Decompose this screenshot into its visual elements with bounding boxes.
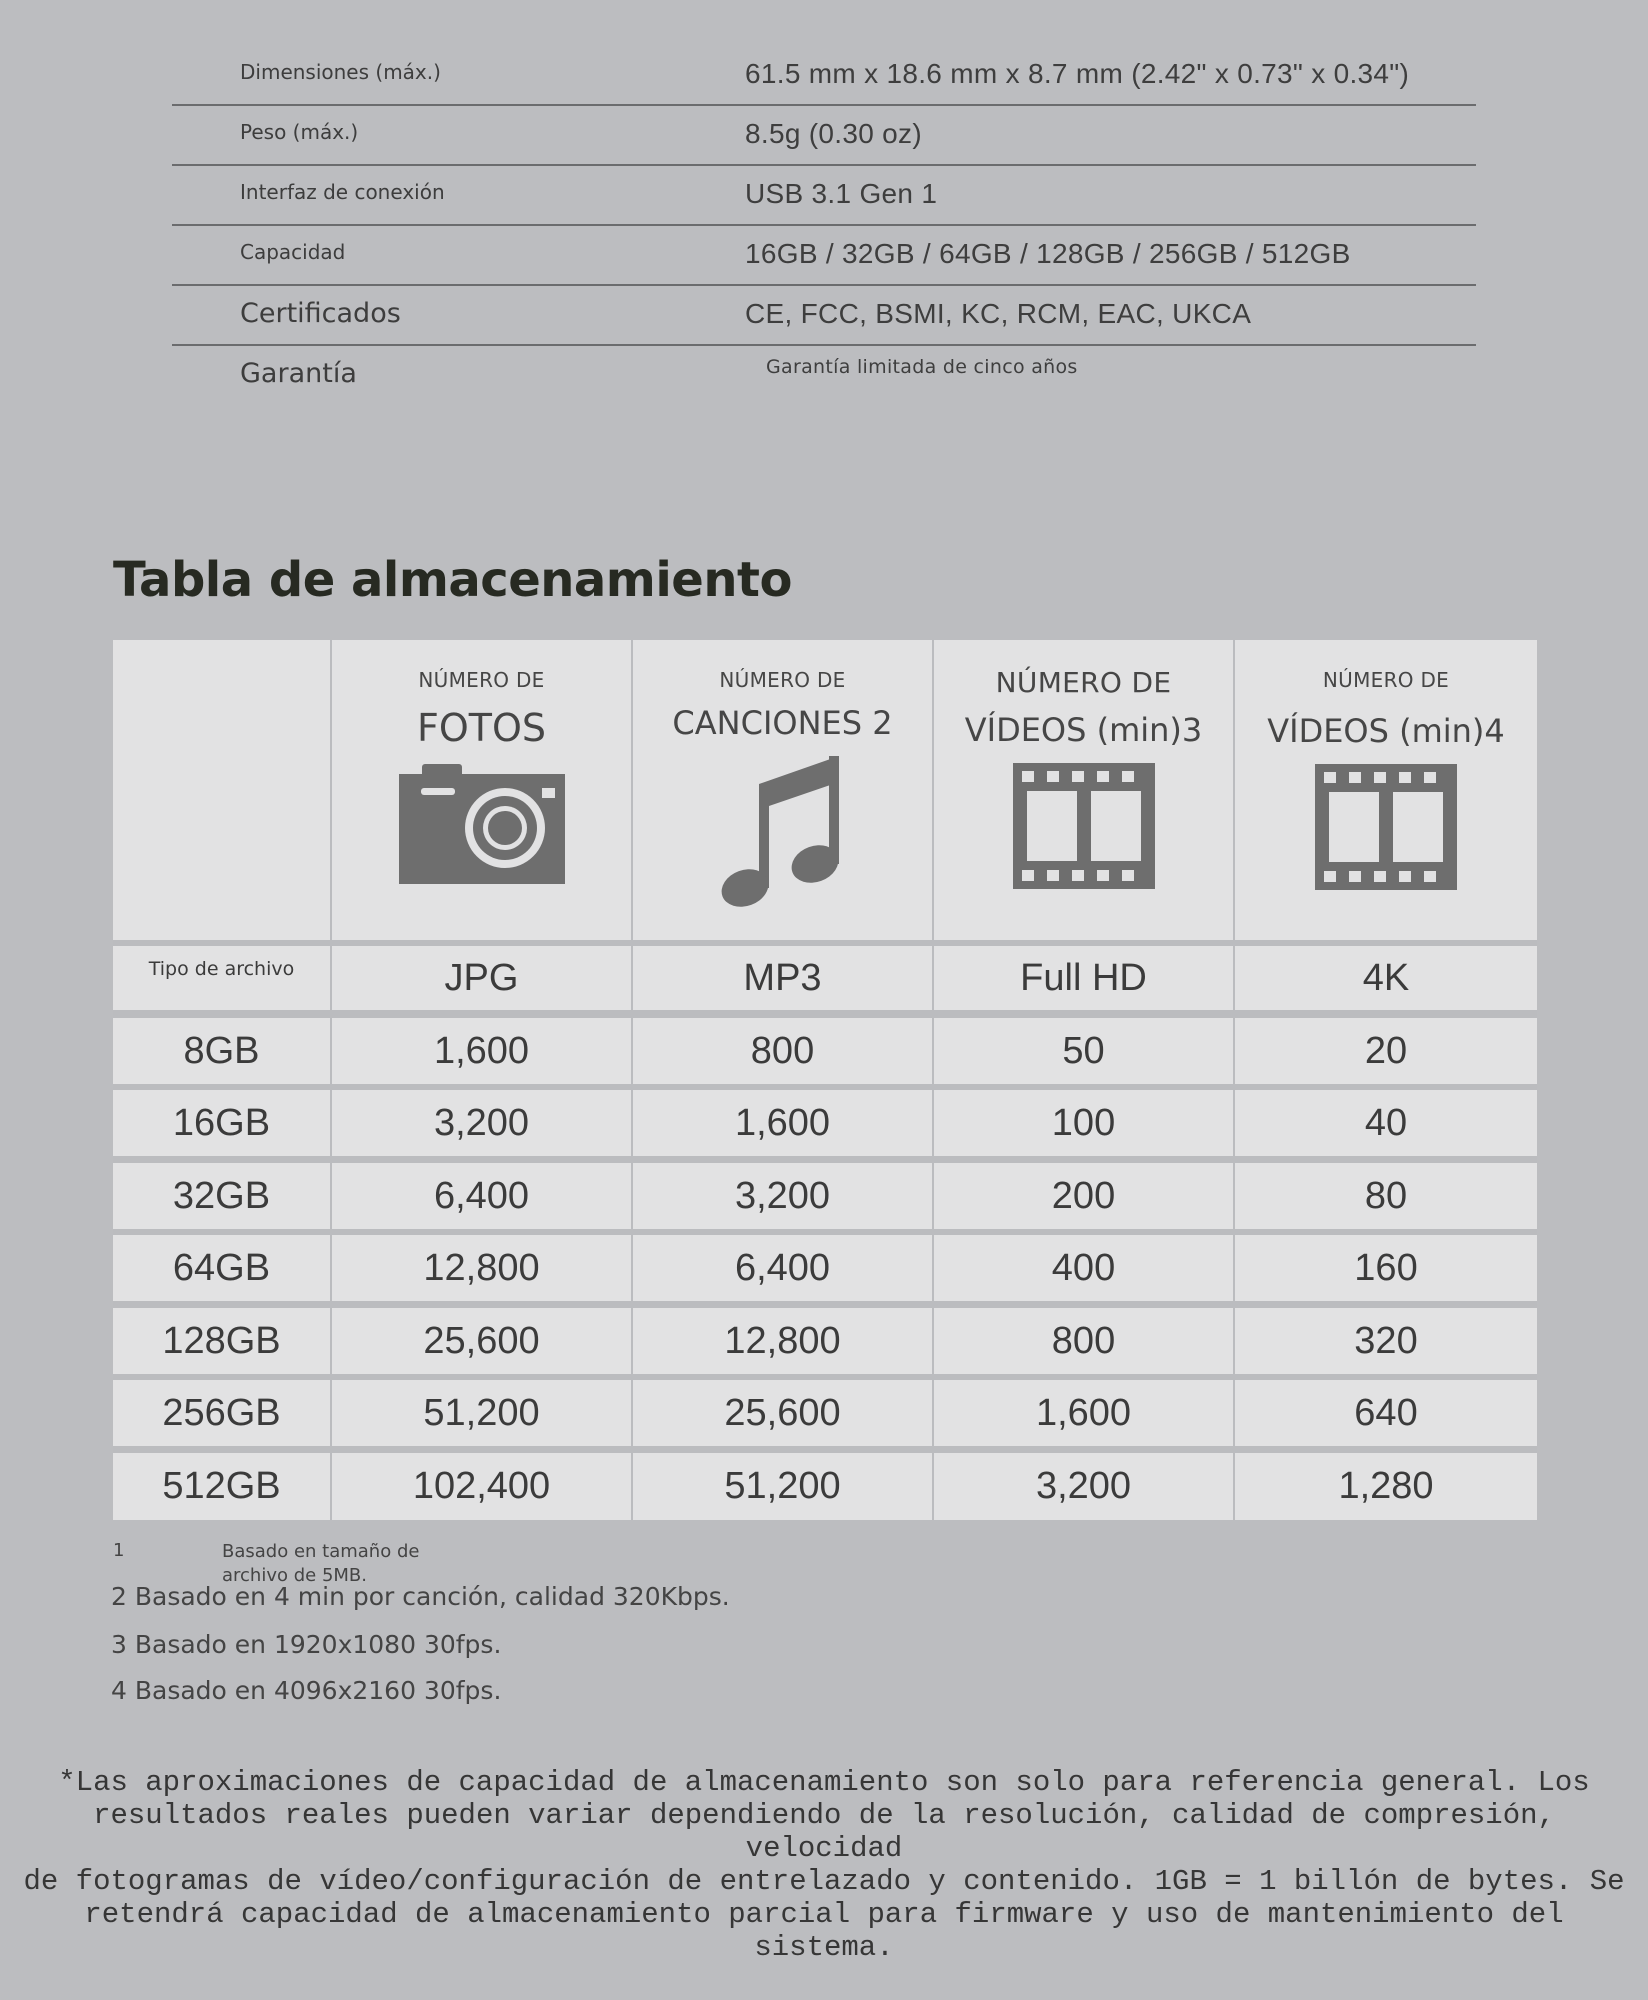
footnote-1-text: Basado en tamaño de archivo de 5MB. [222,1541,420,1586]
table-cell: 1,600 [633,1090,932,1156]
table-cell: 12,800 [633,1308,932,1374]
table-cell: 640 [1235,1380,1537,1446]
table-cell: 1,600 [332,1018,631,1084]
capacity-label: 128GB [113,1308,330,1374]
table-cell: 6,400 [332,1163,631,1229]
table-cell: 51,200 [633,1453,932,1520]
table-cell: 1,280 [1235,1453,1537,1520]
capacity-label: 8GB [113,1018,330,1084]
spec-value: USB 3.1 Gen 1 [745,178,938,209]
spec-label: Interfaz de conexión [240,180,445,204]
table-cell: 800 [934,1308,1233,1374]
table-cell: 160 [1235,1235,1537,1301]
header-corner-cell [113,640,330,940]
table-cell: 3,200 [633,1163,932,1229]
camera-icon [399,764,565,884]
spec-value: Garantía limitada de cinco años [766,356,1078,378]
spec-value: 8.5g (0.30 oz) [745,118,922,149]
header-top-label: NÚMERO DE [719,668,846,692]
capacity-label: 512GB [113,1453,330,1520]
storage-table [113,640,1537,1520]
table-cell: 1,600 [934,1380,1233,1446]
header-top-label: NÚMERO DE [995,666,1172,699]
table-cell: 800 [633,1018,932,1084]
footnote-3: 3 Basado en 1920x1080 30fps. [111,1630,502,1659]
capacity-label: 64GB [113,1235,330,1301]
spec-row-weight [172,106,1476,166]
header-photos [332,640,631,940]
spec-label: Peso (máx.) [240,120,359,144]
spec-value: CE, FCC, BSMI, KC, RCM, EAC, UKCA [745,298,1252,329]
table-cell: 20 [1235,1018,1537,1084]
table-cell: 3,200 [934,1453,1233,1520]
table-cell: 100 [934,1090,1233,1156]
spec-label: Garantía [240,358,357,389]
spec-row-interface [172,166,1476,226]
spec-row-certificates [172,286,1476,346]
spec-value: 16GB / 32GB / 64GB / 128GB / 256GB / 512GB [745,238,1351,269]
header-videos-4k [1235,640,1537,940]
file-type-cell: MP3 [633,946,932,1010]
table-cell: 12,800 [332,1235,631,1301]
spec-label: Dimensiones (máx.) [240,60,441,84]
capacity-label: 256GB [113,1380,330,1446]
spec-row-capacity [172,226,1476,286]
file-type-cell: 4K [1235,946,1537,1010]
spec-label: Capacidad [240,240,346,264]
table-cell: 320 [1235,1308,1537,1374]
music-note-icon [721,756,845,908]
capacity-label: 32GB [113,1163,330,1229]
film-strip-icon [1315,764,1457,890]
spec-row-warranty [172,346,1476,404]
header-main-label: VÍDEOS (min)4 [1267,712,1505,750]
spec-row-dimensions [172,46,1476,106]
footnote-2: 2 Basado en 4 min por canción, calidad 320Kbps. [111,1582,730,1611]
header-main-label: FOTOS [416,706,546,750]
footnote-4: 4 Basado en 4096x2160 30fps. [111,1676,502,1705]
table-cell: 200 [934,1163,1233,1229]
file-type-label: Tipo de archivo [113,946,330,1010]
spec-value: 61.5 mm x 18.6 mm x 8.7 mm (2.42" x 0.73" x 0.34") [745,58,1410,89]
table-cell: 50 [934,1018,1233,1084]
spec-list [172,46,1476,404]
table-cell: 400 [934,1235,1233,1301]
header-main-label: VÍDEOS (min)3 [964,711,1203,749]
section-title: Tabla de almacenamiento [113,552,792,608]
capacity-label: 16GB [113,1090,330,1156]
disclaimer-text: *Las aproximaciones de capacidad de almacenamiento son solo para referencia general. Los resultados reales pueden variar dependiendo de la resolución, calidad de compresión, velocidad de fotogramas de vídeo/configuración de entrelazado y contenido. 1GB = 1 billón de bytes. Se retendrá capacidad de almacenamiento parcial para firmware y uso de mantenimiento del sistema. [23,1766,1625,1964]
file-type-cell: JPG [332,946,631,1010]
table-cell: 25,600 [633,1380,932,1446]
spec-label: Certificados [240,298,401,329]
table-cell: 25,600 [332,1308,631,1374]
file-type-cell: Full HD [934,946,1233,1010]
header-videos-fullhd [934,640,1233,940]
table-cell: 102,400 [332,1453,631,1520]
table-cell: 80 [1235,1163,1537,1229]
table-cell: 40 [1235,1090,1537,1156]
table-cell: 51,200 [332,1380,631,1446]
header-top-label: NÚMERO DE [1322,668,1450,692]
header-top-label: NÚMERO DE [418,668,545,692]
table-cell: 3,200 [332,1090,631,1156]
header-songs [633,640,932,940]
film-strip-icon [1013,763,1155,889]
footnote-1-number: 1 [113,1540,125,1561]
header-main-label: CANCIONES 2 [672,704,893,742]
table-cell: 6,400 [633,1235,932,1301]
